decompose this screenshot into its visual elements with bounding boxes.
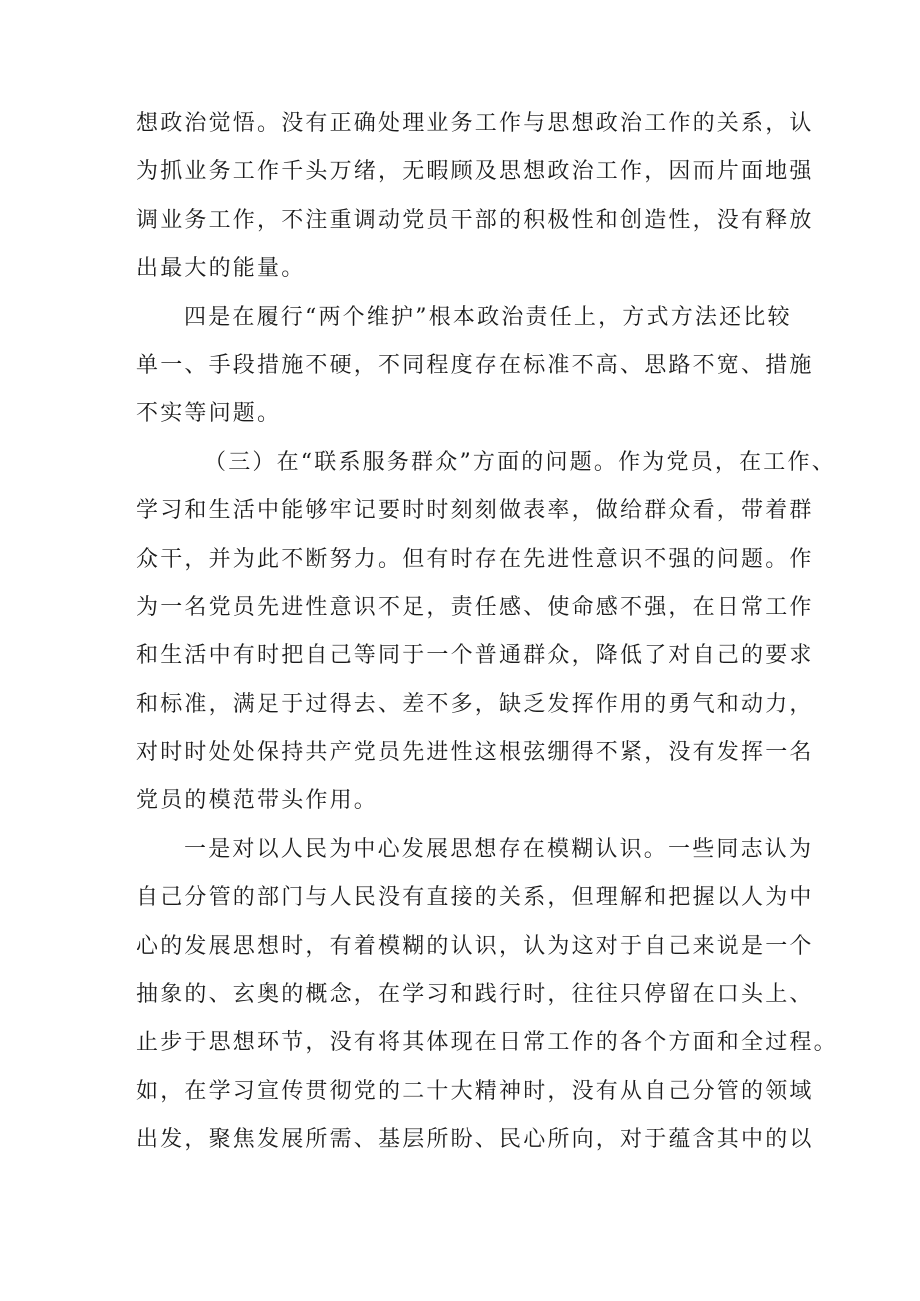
text-line: 心的发展思想时，有着模糊的认识，认为这对于自己来说是一个 [136,933,814,959]
text-line: 想政治觉悟。没有正确处理业务工作与思想政治工作的关系，认 [136,111,814,136]
paragraph-4 [136,836,838,1153]
text-line: 四是在履行“两个维护”根本政治责任上，方式方法还比较 [184,304,792,330]
paragraph-3 [136,449,836,814]
text-line: 单一、手段措施不硬，不同程度存在标准不高、思路不宽、措施 [136,352,814,378]
text-line: 对时时处处保持共产党员先进性这根弦绷得不紧，没有发挥一名 [136,740,814,766]
text-line: 一是对以人民为中心发展思想存在模糊认识。一些同志认为 [184,836,814,862]
text-line: 出最大的能量。 [136,256,306,282]
text-line: 和生活中有时把自己等同于一个普通群众，降低了对自己的要求 [136,643,814,669]
text-line: 众干，并为此不断努力。但有时存在先进性意识不强的问题。作 [136,546,814,572]
text-line: 为抓业务工作千头万绪，无暇顾及思想政治工作，因而片面地强 [136,159,814,185]
text-line: 学习和生活中能够牢记要时时刻刻做表率，做给群众看，带着群 [136,498,814,524]
text-line: 止步于思想环节，没有将其体现在日常工作的各个方面和全过程。 [136,1030,838,1056]
text-line: 出发，聚焦发展所需、基层所盼、民心所向，对于蕴含其中的以 [136,1127,814,1153]
text-line: 不实等问题。 [136,401,282,427]
text-line: 调业务工作，不注重调动党员干部的积极性和创造性，没有释放 [136,207,814,233]
text-line: 党员的模范带头作用。 [136,788,379,814]
text-line: 为一名党员先进性意识不足，责任感、使命感不强，在日常工作 [136,594,814,620]
paragraph-2 [136,304,814,427]
section-heading-line: （三）在“联系服务群众”方面的问题。作为党员，在工作、 [204,449,836,475]
document-body [136,111,838,1178]
text-line: 抽象的、玄奥的概念，在学习和践行时，往往只停留在口头上、 [136,982,814,1008]
text-line: 和标准，满足于过得去、差不多，缺乏发挥作用的勇气和动力， [136,691,814,717]
text-line: 如，在学习宣传贯彻党的二十大精神时，没有从自己分管的领域 [136,1078,814,1104]
paragraph-1 [136,111,814,282]
text-line: 自己分管的部门与人民没有直接的关系，但理解和把握以人为中 [136,885,814,911]
